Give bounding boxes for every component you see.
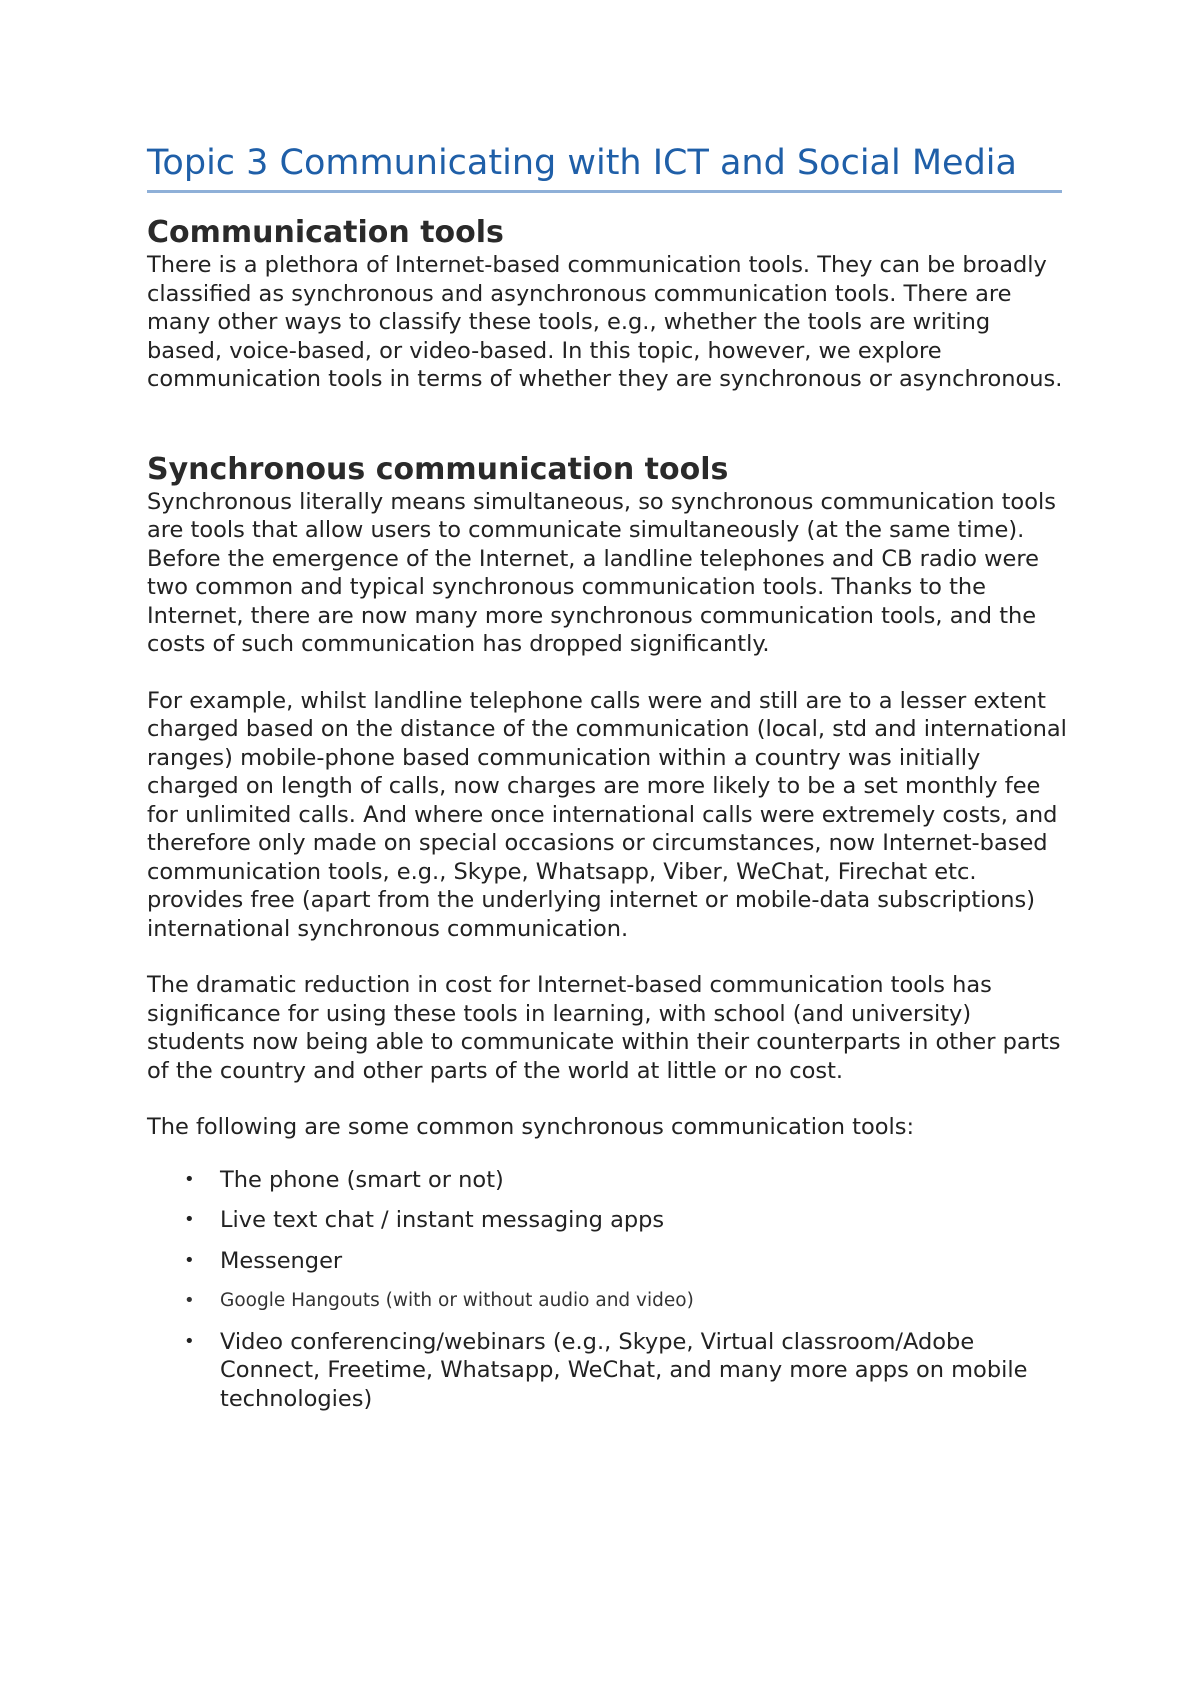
list-item: [147, 1287, 1067, 1316]
bullet-icon: •: [184, 1209, 195, 1230]
section-heading-communication-tools: Communication tools: [147, 215, 504, 250]
document-title: Topic 3 Communicating with ICT and Social Media: [147, 140, 1062, 193]
list-item: [147, 1166, 1067, 1195]
document-page: [147, 140, 1067, 1425]
paragraph-cost-reduction: The dramatic reduction in cost for Internet-based communication tools has significance for using these tools in learning, with school (and university) students now being able to communicate within their counterparts in other parts of the country and other parts of the world at little or no cost.: [147, 972, 1061, 1084]
paragraph-example: For example, whilst landline telephone calls were and still are to a lesser extent charged based on the distance of the communication (local, std and international ranges) mobile-phone based communication within a country was initially charged on length of calls, now charges are more likely to be a set monthly fee for unlimited calls. And where once international calls were extremely costs, and therefore only made on special occasions or circumstances, now Internet-based communication tools, e.g., Skype, Whatsapp, Viber, WeChat, Firechat etc. provides free (apart from the underlying internet or mobile-data subscriptions) international synchronous communication.: [147, 687, 1067, 942]
paragraph-synchronous-definition: Synchronous literally means simultaneous, so synchronous communication tools are tools that allow users to communicate simultaneously (at the same time). Before the emergence of the Internet, a landline telephones and CB radio were two common and typical synchronous communication tools. Thanks to the Internet, there are now many more synchronous communication tools, and the costs of such communication has dropped significantly.: [147, 488, 1056, 657]
bullet-icon: •: [184, 1168, 195, 1190]
bullet-icon: •: [184, 1249, 195, 1271]
list-item-text: Messenger: [220, 1247, 343, 1274]
list-item-text: The phone (smart or not): [220, 1166, 504, 1193]
list-item-text: Google Hangouts (with or without audio and video): [220, 1290, 694, 1311]
list-item-text: Video conferencing/webinars (e.g., Skype, Virtual classroom/Adobe Connect, Freetime, Whatsapp, WeChat, and many more apps on mobile technologies): [220, 1328, 1028, 1412]
bullet-icon: •: [184, 1290, 195, 1311]
list-item: [147, 1328, 1067, 1414]
paragraph-list-intro: The following are some common synchronous communication tools:: [147, 1114, 915, 1140]
section-heading-synchronous-tools: Synchronous communication tools: [147, 451, 729, 487]
list-item: [147, 1206, 1067, 1235]
list-item: [147, 1247, 1067, 1276]
bullet-icon: •: [184, 1330, 195, 1352]
paragraph-intro: There is a plethora of Internet-based communication tools. They can be broadly classified as synchronous and asynchronous communication tools. There are many other ways to classify these tools, e.g., whether the tools are writing based, voice-based, or video-based. In this topic, however, we explore communication tools in terms of whether they are synchronous or asynchronous.: [147, 252, 1063, 392]
list-item-text: Live text chat / instant messaging apps: [220, 1207, 665, 1233]
synchronous-tools-list: [147, 1166, 1067, 1414]
